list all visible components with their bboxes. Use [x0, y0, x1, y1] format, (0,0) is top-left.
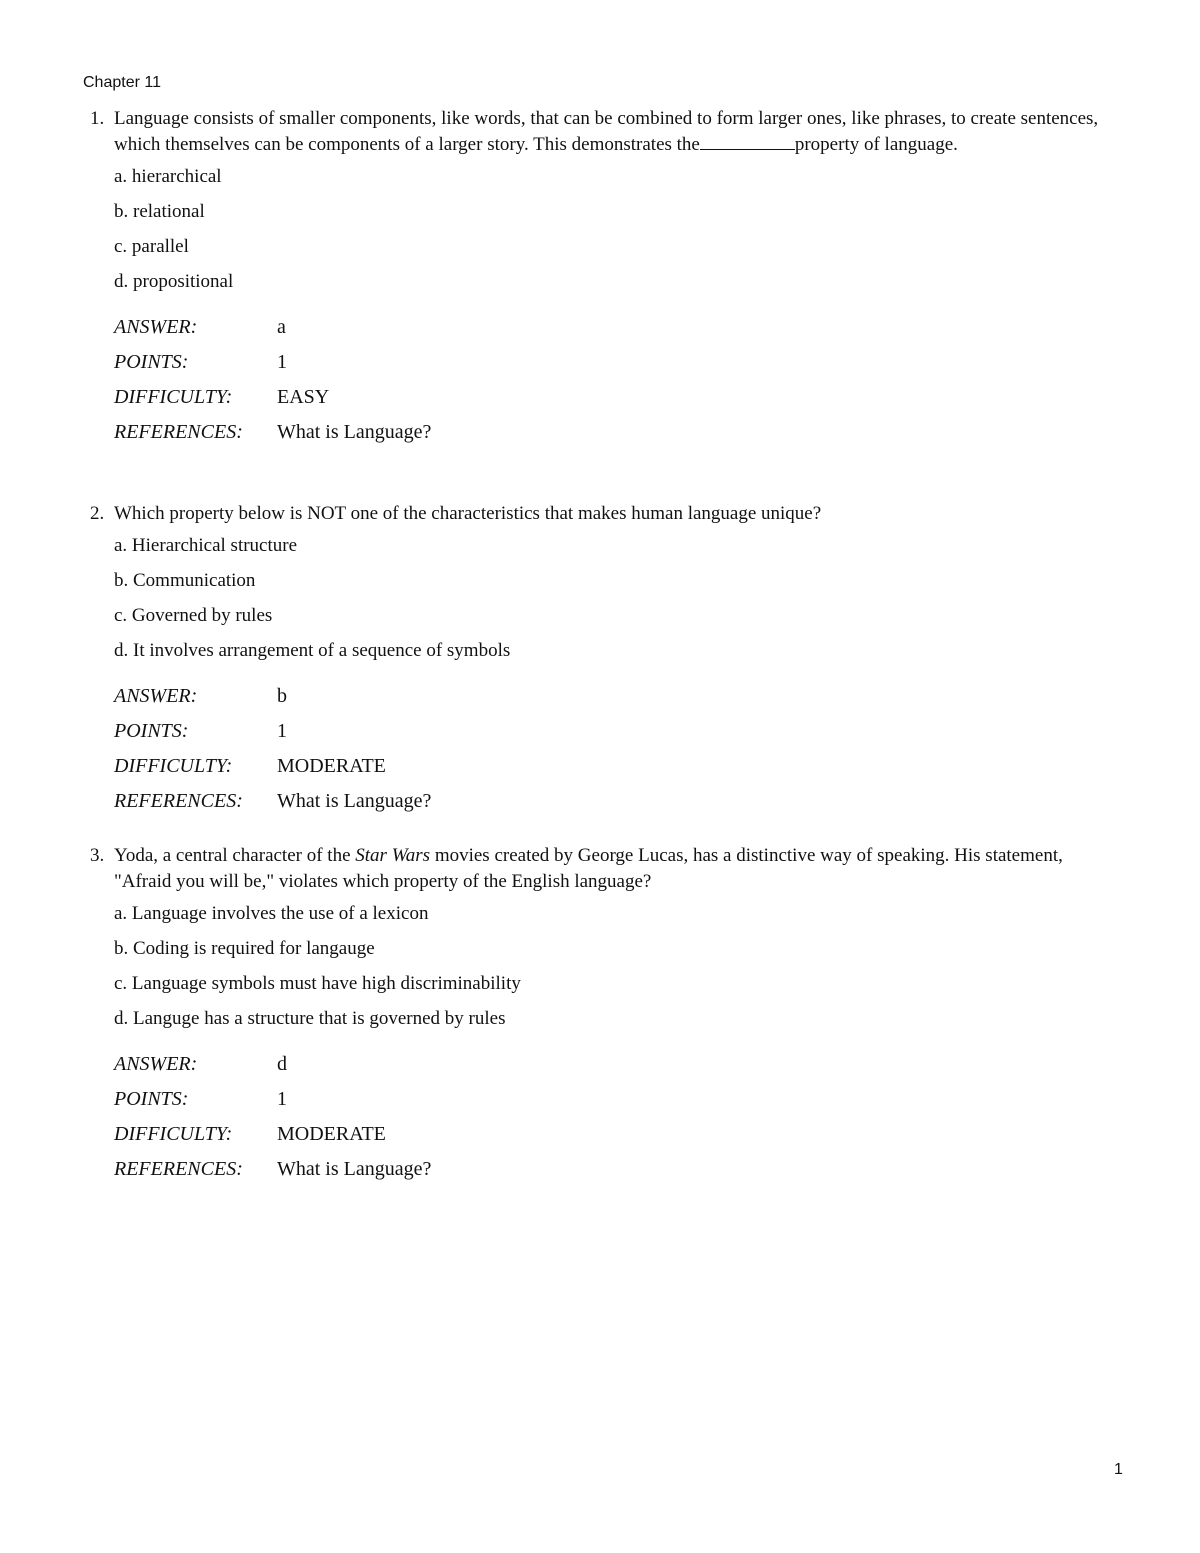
- answer-row: [114, 683, 1115, 718]
- question-text-part: property of language.: [794, 134, 958, 155]
- difficulty-label: DIFFICULTY:: [114, 1123, 233, 1145]
- points-label: POINTS:: [114, 720, 189, 742]
- option-a: a. Hierarchical structure: [114, 535, 298, 556]
- option-d: d. It involves arrangement of a sequence of symbols: [114, 640, 511, 661]
- question-text: Which property below is NOT one of the characteristics that makes human language unique?: [114, 503, 822, 524]
- option-d: d. Languge has a structure that is governed by rules: [114, 1008, 506, 1029]
- question-1: [90, 106, 1115, 454]
- references-value: What is Language?: [277, 421, 432, 443]
- difficulty-value: MODERATE: [277, 1123, 386, 1145]
- references-label: REFERENCES:: [114, 421, 243, 443]
- question-stem: [90, 843, 1115, 895]
- answer-metadata: [114, 683, 1115, 823]
- answer-label: ANSWER:: [114, 1053, 198, 1075]
- difficulty-label: DIFFICULTY:: [114, 755, 233, 777]
- difficulty-row: [114, 1121, 1115, 1156]
- question-stem: [90, 106, 1115, 158]
- answer-metadata: [114, 314, 1115, 454]
- difficulty-value: MODERATE: [277, 755, 386, 777]
- answer-blank: [700, 133, 795, 150]
- options-list: [114, 533, 1115, 673]
- difficulty-row: [114, 753, 1115, 788]
- question-number: 3.: [90, 845, 105, 866]
- question-text-part: movies created by George Lucas, has a distinctive way of speaking. His statement, "Afraid you will be," violates which property of the English language?: [114, 845, 1063, 892]
- option-b: b. Communication: [114, 570, 256, 591]
- references-value: What is Language?: [277, 1158, 432, 1180]
- question-number: 1.: [90, 108, 105, 129]
- answer-label: ANSWER:: [114, 316, 198, 338]
- points-value: 1: [277, 351, 287, 373]
- answer-value: b: [277, 685, 287, 707]
- points-label: POINTS:: [114, 1088, 189, 1110]
- chapter-title: Chapter 11: [83, 74, 161, 91]
- option-b: b. relational: [114, 201, 205, 222]
- references-row: [114, 419, 1115, 454]
- points-value: 1: [277, 720, 287, 742]
- option-c: c. parallel: [114, 236, 189, 257]
- option-d: d. propositional: [114, 271, 234, 292]
- references-value: What is Language?: [277, 790, 432, 812]
- question-number: 2.: [90, 503, 105, 524]
- option-c: c. Governed by rules: [114, 605, 273, 626]
- question-text: [114, 843, 1115, 895]
- difficulty-row: [114, 384, 1115, 419]
- references-label: REFERENCES:: [114, 790, 243, 812]
- difficulty-label: DIFFICULTY:: [114, 386, 233, 408]
- points-row: [114, 718, 1115, 753]
- question-stem: [90, 501, 1115, 527]
- page-number: 1: [1114, 1461, 1123, 1478]
- question-text-part: Yoda, a central character of the: [114, 845, 356, 866]
- option-b: b. Coding is required for langauge: [114, 938, 375, 959]
- points-row: [114, 1086, 1115, 1121]
- answer-value: d: [277, 1053, 287, 1075]
- option-c: c. Language symbols must have high discriminability: [114, 973, 521, 994]
- points-label: POINTS:: [114, 351, 189, 373]
- points-value: 1: [277, 1088, 287, 1110]
- question-text: [114, 106, 1115, 158]
- points-row: [114, 349, 1115, 384]
- answer-row: [114, 314, 1115, 349]
- difficulty-value: EASY: [277, 386, 330, 408]
- answer-row: [114, 1051, 1115, 1086]
- answer-label: ANSWER:: [114, 685, 198, 707]
- movie-title: Star Wars: [355, 845, 431, 866]
- option-a: a. Language involves the use of a lexicon: [114, 903, 429, 924]
- question-3: [90, 843, 1115, 1191]
- question-text-part: Language consists of smaller components, like words, that can be combined to form larger ones, like phrases, to create sentences, which themselves can be components of a larger story. This demonstrates the: [114, 108, 1099, 155]
- options-list: [114, 901, 1115, 1041]
- answer-metadata: [114, 1051, 1115, 1191]
- references-row: [114, 1156, 1115, 1191]
- option-a: a. hierarchical: [114, 166, 222, 187]
- references-row: [114, 788, 1115, 823]
- options-list: [114, 164, 1115, 304]
- references-label: REFERENCES:: [114, 1158, 243, 1180]
- question-2: [90, 501, 1115, 823]
- answer-value: a: [277, 316, 286, 338]
